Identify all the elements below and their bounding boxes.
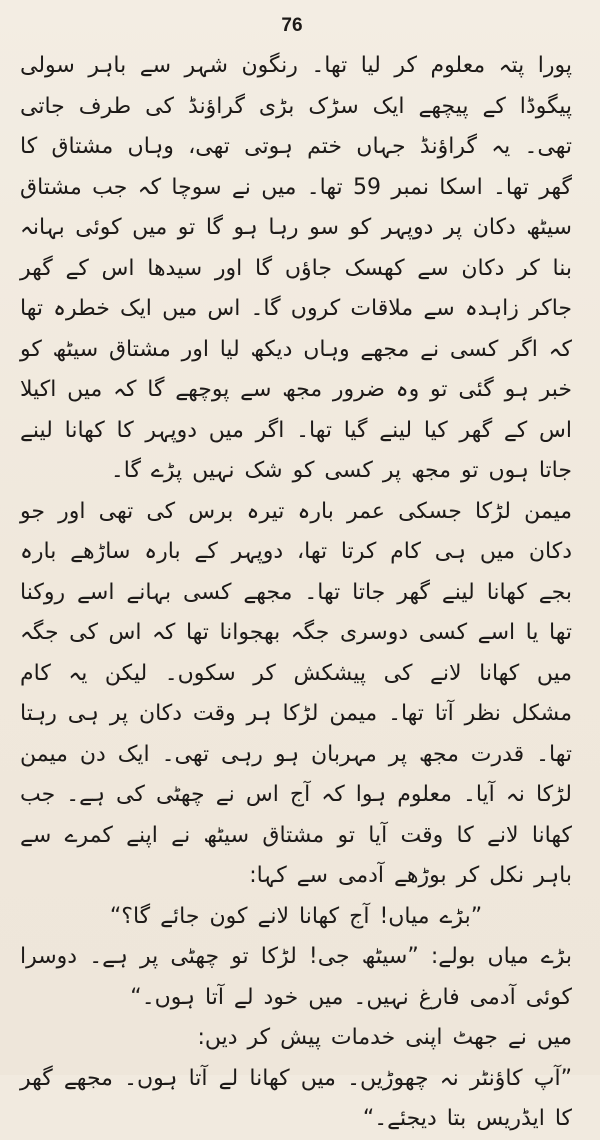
paragraph: میمن لڑکا جسکی عمر بارہ تیرہ برس کی تھی اور جو دکان میں ہی کام کرتا تھا، دوپہر کے بارہ ساڑھے بارہ بجے کھانا لینے گھر جاتا تھا۔ مجھے کسی بہانے اسے روکنا تھا یا اسے کسی دوسری جگہ بھجوانا تھا کہ اس کی جگہ میں کھانا لانے کی پیشکش کر سکوں۔ لیکن یہ کام مشکل نظر آتا تھا۔ میمن لڑکا ہر وقت دکان پر ہی رہتا تھا۔ قدرت مجھ پر مہربان ہو رہی تھی۔ ایک دن میمن لڑکا نہ آیا۔ معلوم ہوا کہ آج اس نے چھٹی کی ہے۔ جب کھانا لانے کا وقت آیا تو مشتاق سیٹھ نے اپنے کمرے سے باہر نکل کر بوڑھے آدمی سے کہا: <box>20 498 572 888</box>
dialogue-line: ”بڑے میاں! آج کھانا لانے کون جائے گا؟“ <box>109 903 483 929</box>
page-body <box>20 46 572 1140</box>
paragraph: بڑے میاں بولے: ”سیٹھ جی! لڑکا تو چھٹی پر ہے۔ دوسرا کوئی آدمی فارغ نہیں۔ میں خود لے آتا ہوں۔“ <box>20 944 572 1010</box>
paragraph: پورا پتہ معلوم کر لیا تھا۔ رنگون شہر سے باہر سولی پیگوڈا کے پیچھے ایک سڑک بڑی گراؤنڈ کی طرف جاتی تھی۔ یہ گراؤنڈ جہاں ختم ہوتی تھی، وہاں مشتاق کا گھر تھا۔ اسکا نمبر 59 تھا۔ میں نے سوچا کہ جب مشتاق سیٹھ دکان پر دوپہر کو سو رہا ہو گا تو میں کوئی بہانہ بنا کر دکان سے کھسک جاؤں گا اور سیدھا اس کے گھر جاکر زاہدہ سے ملاقات کروں گا۔ اس میں ایک خطرہ تھا کہ اگر کسی نے مجھے وہاں دیکھ لیا اور مشتاق سیٹھ کو خبر ہو گئی تو وہ ضرور مجھ سے پوچھے گا کہ میں اکیلا اس کے گھر کیا لینے گیا تھا۔ اگر میں دوپہر کا کھانا لینے جاتا ہوں تو مجھ پر کسی کو شک نہیں پڑے گا۔ <box>20 53 572 483</box>
paragraph: میں نے جھٹ اپنی خدمات پیش کر دیں: <box>197 1025 572 1050</box>
page-number: 76 <box>281 15 303 36</box>
paragraph: ”آپ کاؤنٹر نہ چھوڑیں۔ میں کھانا لے آتا ہوں۔ مجھے گھر کا ایڈریس بتا دیجئے۔“ <box>20 1065 572 1131</box>
